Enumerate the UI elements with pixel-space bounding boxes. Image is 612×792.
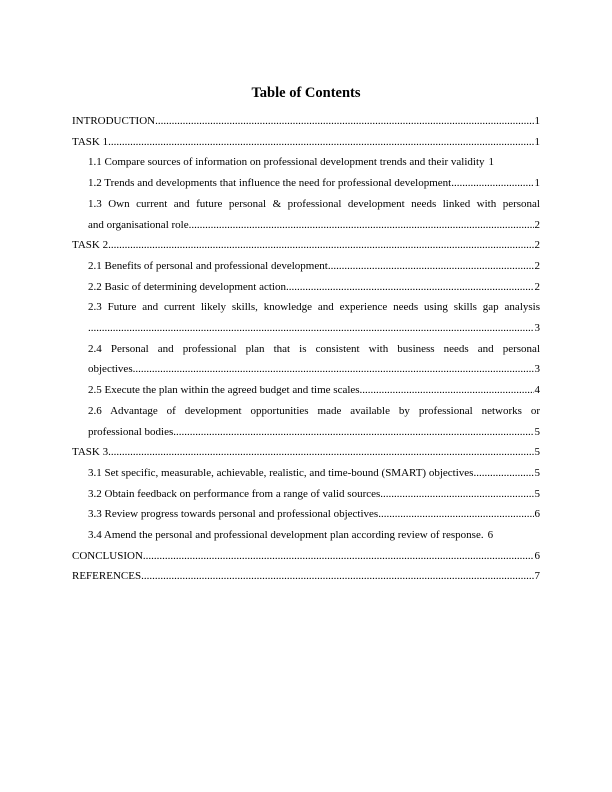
toc-page-number: 2 bbox=[534, 259, 540, 272]
toc-entry-text: 3.1 Set specific, measurable, achievable, realistic, and time-bound (SMART) objectives bbox=[88, 466, 474, 479]
toc-entry-text: TASK 3 bbox=[72, 446, 109, 459]
toc-entry-text: 2.2 Basic of determining development action bbox=[88, 280, 286, 293]
toc-entry-text-line-2: and organisational role bbox=[88, 218, 189, 231]
dot-leader bbox=[378, 504, 533, 525]
toc-entry-text: 1.1 Compare sources of information on professional development trends and their validity bbox=[88, 156, 485, 169]
toc-entry-3-1[interactable] bbox=[72, 463, 540, 484]
dot-leader bbox=[141, 566, 533, 587]
toc-entry-text-line-1: 2.6 Advantage of development opportunities made available by professional networks or bbox=[88, 404, 540, 417]
toc-page-number: 1 bbox=[488, 156, 495, 169]
toc-page-number: 1 bbox=[534, 135, 540, 148]
toc-page-number: 4 bbox=[534, 384, 540, 397]
toc-page-number: 2 bbox=[534, 280, 540, 293]
toc-entry-conclusion[interactable] bbox=[72, 546, 540, 567]
toc-page-number: 1 bbox=[534, 177, 540, 190]
toc-entry-task-2[interactable] bbox=[72, 235, 540, 256]
toc-entry-text: 2.1 Benefits of personal and professional development bbox=[88, 259, 328, 272]
toc-entry-2-3[interactable] bbox=[72, 297, 540, 338]
toc-entry-2-1[interactable] bbox=[72, 256, 540, 277]
toc-page-number: 5 bbox=[534, 487, 540, 500]
dot-leader bbox=[328, 256, 534, 277]
toc-entry-text: 3.4 Amend the personal and professional development plan according review of response. bbox=[88, 529, 484, 542]
toc-page-number: 6 bbox=[534, 549, 540, 562]
toc-page-number: 2 bbox=[534, 218, 540, 231]
toc-entry-text: 1.2 Trends and developments that influence the need for professional development bbox=[88, 177, 452, 190]
toc-entry-1-1[interactable] bbox=[72, 152, 540, 173]
toc-entry-task-1[interactable] bbox=[72, 132, 540, 153]
dot-leader bbox=[473, 463, 533, 484]
toc-page-number: 5 bbox=[534, 425, 540, 438]
toc-page-number: 3 bbox=[534, 322, 540, 335]
toc-page-number: 6 bbox=[534, 508, 540, 521]
toc-entry-text: 3.2 Obtain feedback on performance from a range of valid sources bbox=[88, 487, 381, 500]
toc-entry-references[interactable] bbox=[72, 566, 540, 587]
toc-entry-text: 3.3 Review progress towards personal and professional objectives bbox=[88, 508, 379, 521]
toc-entry-task-3[interactable] bbox=[72, 442, 540, 463]
toc-entry-text-line-1: 1.3 Own current and future personal & professional development needs linked with personal bbox=[88, 197, 540, 210]
toc-entry-text-line-1: 2.3 Future and current likely skills, knowledge and experience needs using skills gap analysis bbox=[88, 301, 540, 314]
toc-entry-text-line-2: objectives bbox=[88, 363, 133, 376]
dot-leader bbox=[451, 173, 533, 194]
dot-leader bbox=[88, 318, 534, 339]
toc-entry-2-6[interactable] bbox=[72, 401, 540, 442]
toc-entry-text: CONCLUSION bbox=[72, 549, 143, 562]
toc-entry-text: TASK 1 bbox=[72, 135, 109, 148]
toc-entry-2-5[interactable] bbox=[72, 380, 540, 401]
table-of-contents bbox=[72, 111, 540, 587]
toc-entry-1-3[interactable] bbox=[72, 194, 540, 235]
toc-page-number: 2 bbox=[534, 239, 540, 252]
toc-entry-introduction[interactable] bbox=[72, 111, 540, 132]
dot-leader bbox=[155, 111, 533, 132]
toc-page-number: 3 bbox=[534, 363, 540, 376]
toc-page-number: 7 bbox=[534, 570, 540, 583]
dot-leader bbox=[143, 546, 534, 567]
toc-page-number: 5 bbox=[534, 466, 540, 479]
toc-page-number: 6 bbox=[487, 529, 494, 542]
toc-entry-3-4[interactable] bbox=[72, 525, 540, 546]
toc-page-number: 1 bbox=[534, 115, 540, 127]
dot-leader bbox=[108, 132, 533, 153]
toc-entry-3-3[interactable] bbox=[72, 504, 540, 525]
dot-leader bbox=[133, 359, 534, 380]
dot-leader bbox=[286, 277, 534, 298]
toc-entry-2-2[interactable] bbox=[72, 277, 540, 298]
toc-entry-text-line-1: 2.4 Personal and professional plan that is consistent with business needs and personal bbox=[88, 342, 540, 355]
toc-entry-1-2[interactable] bbox=[72, 173, 540, 194]
dot-leader bbox=[380, 484, 533, 505]
dot-leader bbox=[108, 235, 533, 256]
toc-entry-3-2[interactable] bbox=[72, 484, 540, 505]
dot-leader bbox=[360, 380, 534, 401]
dot-leader bbox=[189, 215, 534, 236]
toc-entry-text-line-2: professional bodies bbox=[88, 425, 174, 438]
toc-entry-2-4[interactable] bbox=[72, 339, 540, 380]
dot-leader bbox=[173, 422, 533, 443]
toc-title: Table of Contents bbox=[251, 85, 361, 101]
toc-entry-text: 2.5 Execute the plan within the agreed budget and time scales bbox=[88, 384, 360, 397]
toc-entry-text: REFERENCES bbox=[72, 570, 142, 583]
toc-entry-text: TASK 2 bbox=[72, 239, 109, 252]
toc-page-number: 5 bbox=[534, 446, 540, 459]
toc-entry-text: INTRODUCTION bbox=[72, 115, 156, 127]
dot-leader bbox=[108, 442, 533, 463]
